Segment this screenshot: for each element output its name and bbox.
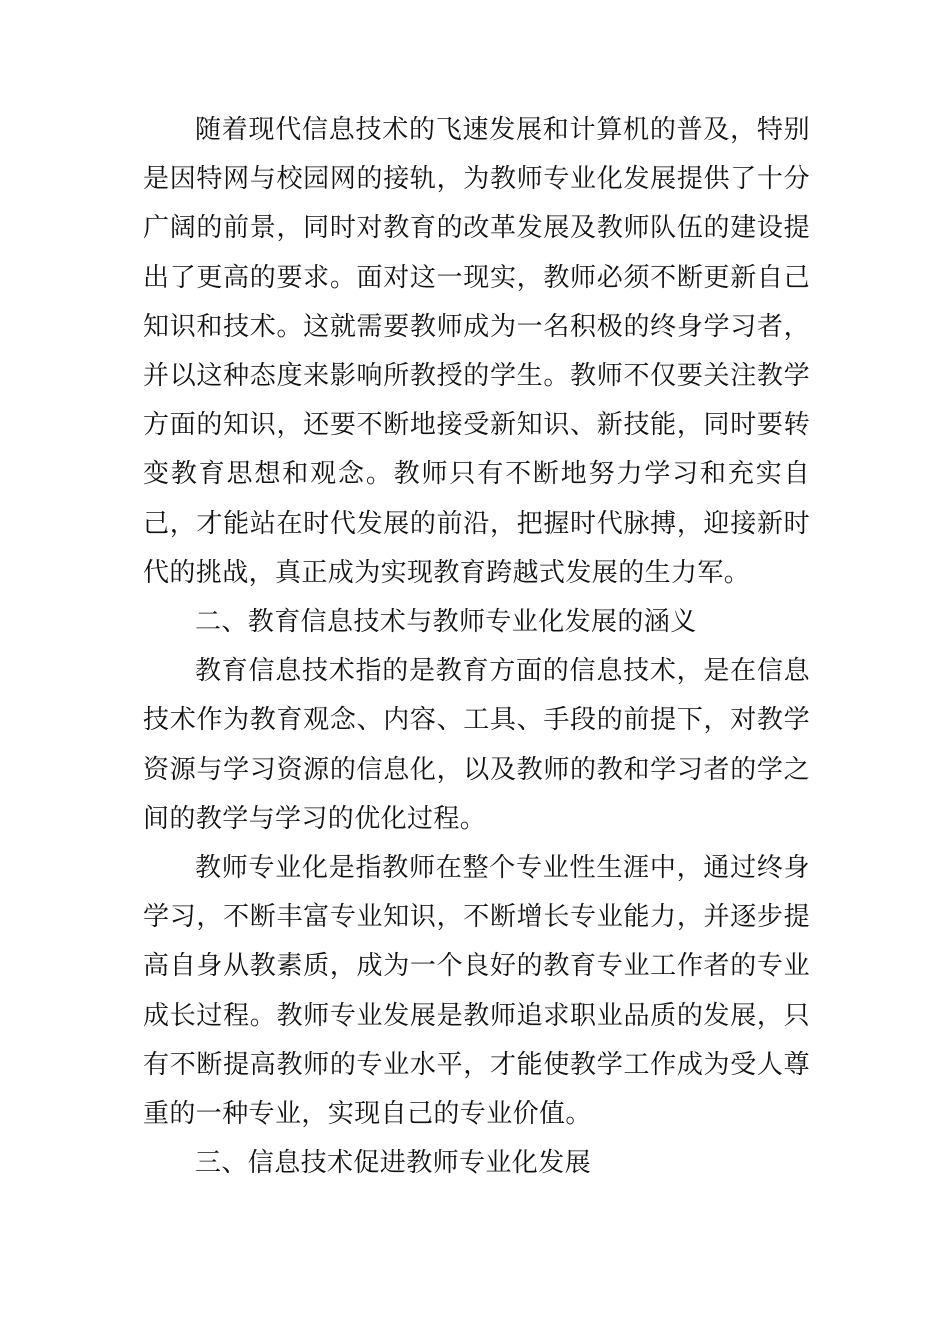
paragraph-definition-professionalization: 教师专业化是指教师在整个专业性生涯中，通过终身学习，不断丰富专业知识，不断增长专业能力，并逐步提高自身从教素质，成为一个良好的教育专业工作者的专业成长过程。教师专业发展是教师追求职业品质的发展，只有不断提高教师的专业水平，才能使教学工作成为受人尊重的一种专业，实现自己的专业价值。 — [143, 853, 810, 1130]
section-heading-2: 二、教育信息技术与教师专业化发展的涵义 — [195, 607, 697, 638]
section-heading-3: 三、信息技术促进教师专业化发展 — [195, 1148, 592, 1179]
document-page — [143, 106, 810, 1188]
paragraph-definition-it: 教育信息技术指的是教育方面的信息技术，是在信息技术作为教育观念、内容、工具、手段的前提下，对教学资源与学习资源的信息化，以及教师的教和学习者的学之间的教学与学习的优化过程。 — [143, 656, 810, 834]
paragraph-intro: 随着现代信息技术的飞速发展和计算机的普及，特别是因特网与校园网的接轨，为教师专业化发展提供了十分广阔的前景，同时对教育的改革发展及教师队伍的建设提出了更高的要求。面对这一现实，教师必须不断更新自己知识和技术。这就需要教师成为一名积极的终身学习者，并以这种态度来影响所教授的学生。教师不仅要关注教学方面的知识，还要不断地接受新知识、新技能，同时要转变教育思想和观念。教师只有不断地努力学习和充实自己，才能站在时代发展的前沿，把握时代脉搏，迎接新时代的挑战，真正成为实现教育跨越式发展的生力军。 — [143, 115, 810, 588]
